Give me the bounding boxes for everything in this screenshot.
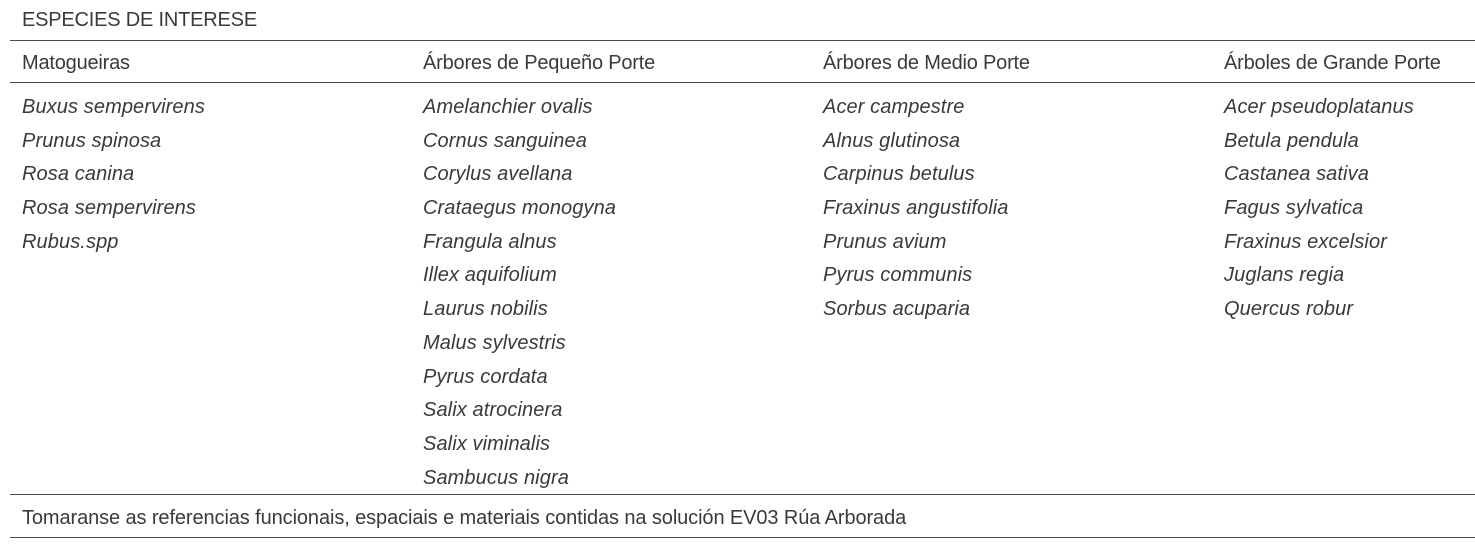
species-item: Amelanchier ovalis: [423, 96, 593, 118]
species-item: Castanea sativa: [1224, 163, 1369, 186]
species-item: Carpinus betulus: [823, 163, 975, 186]
species-list-pequeno-porte: [423, 91, 616, 495]
species-item: Frangula alnus: [423, 230, 557, 253]
species-item: Acer campestre: [823, 96, 965, 118]
species-item: Laurus nobilis: [423, 298, 548, 321]
species-item: Rosa sempervirens: [22, 197, 196, 220]
species-item: Juglans regia: [1224, 264, 1345, 287]
species-item: Prunus avium: [823, 230, 947, 253]
table-title: ESPECIES DE INTERESE: [22, 9, 257, 31]
footnote: Tomaranse as referencias funcionais, espaciais e materiais contidas na solución EV03 Rúa Arborada: [22, 507, 907, 529]
species-list-matogueiras: [22, 91, 205, 259]
species-item: Sambucus nigra: [423, 466, 569, 489]
species-item: Crataegus monogyna: [423, 197, 617, 220]
species-item: Cornus sanguinea: [423, 129, 587, 152]
species-item: Prunus spinosa: [22, 129, 162, 152]
species-item: Fraxinus excelsior: [1224, 230, 1387, 253]
species-item: Betula pendula: [1224, 129, 1359, 152]
bottom-rule: [10, 537, 1475, 538]
species-item: Alnus glutinosa: [823, 129, 961, 152]
species-item: Fagus sylvatica: [1224, 197, 1364, 220]
species-item: Rosa canina: [22, 163, 135, 186]
species-item: Buxus sempervirens: [22, 96, 205, 118]
species-item: Pyrus cordata: [423, 365, 548, 388]
footer-rule: [10, 494, 1475, 495]
top-rule: [10, 40, 1475, 41]
species-list-grande-porte: [1224, 91, 1414, 327]
species-item: Sorbus acuparia: [823, 298, 971, 321]
species-item: Corylus avellana: [423, 163, 573, 186]
species-item: Rubus.spp: [22, 230, 119, 253]
species-item: Pyrus communis: [823, 264, 973, 287]
column-header-pequeno-porte: Árbores de Pequeño Porte: [423, 52, 656, 74]
species-item: Quercus robur: [1224, 298, 1354, 321]
header-rule: [10, 82, 1475, 83]
species-item: Salix viminalis: [423, 432, 551, 455]
column-header-matogueiras: Matogueiras: [22, 52, 130, 74]
column-header-medio-porte: Árbores de Medio Porte: [823, 52, 1030, 74]
species-item: Illex aquifolium: [423, 264, 557, 287]
species-item: Acer pseudoplatanus: [1224, 96, 1414, 118]
species-item: Malus sylvestris: [423, 331, 566, 354]
species-list-medio-porte: [823, 91, 1009, 327]
species-item: Fraxinus angustifolia: [823, 197, 1009, 220]
species-item: Salix atrocinera: [423, 399, 563, 422]
column-header-grande-porte: Árboles de Grande Porte: [1224, 52, 1441, 74]
